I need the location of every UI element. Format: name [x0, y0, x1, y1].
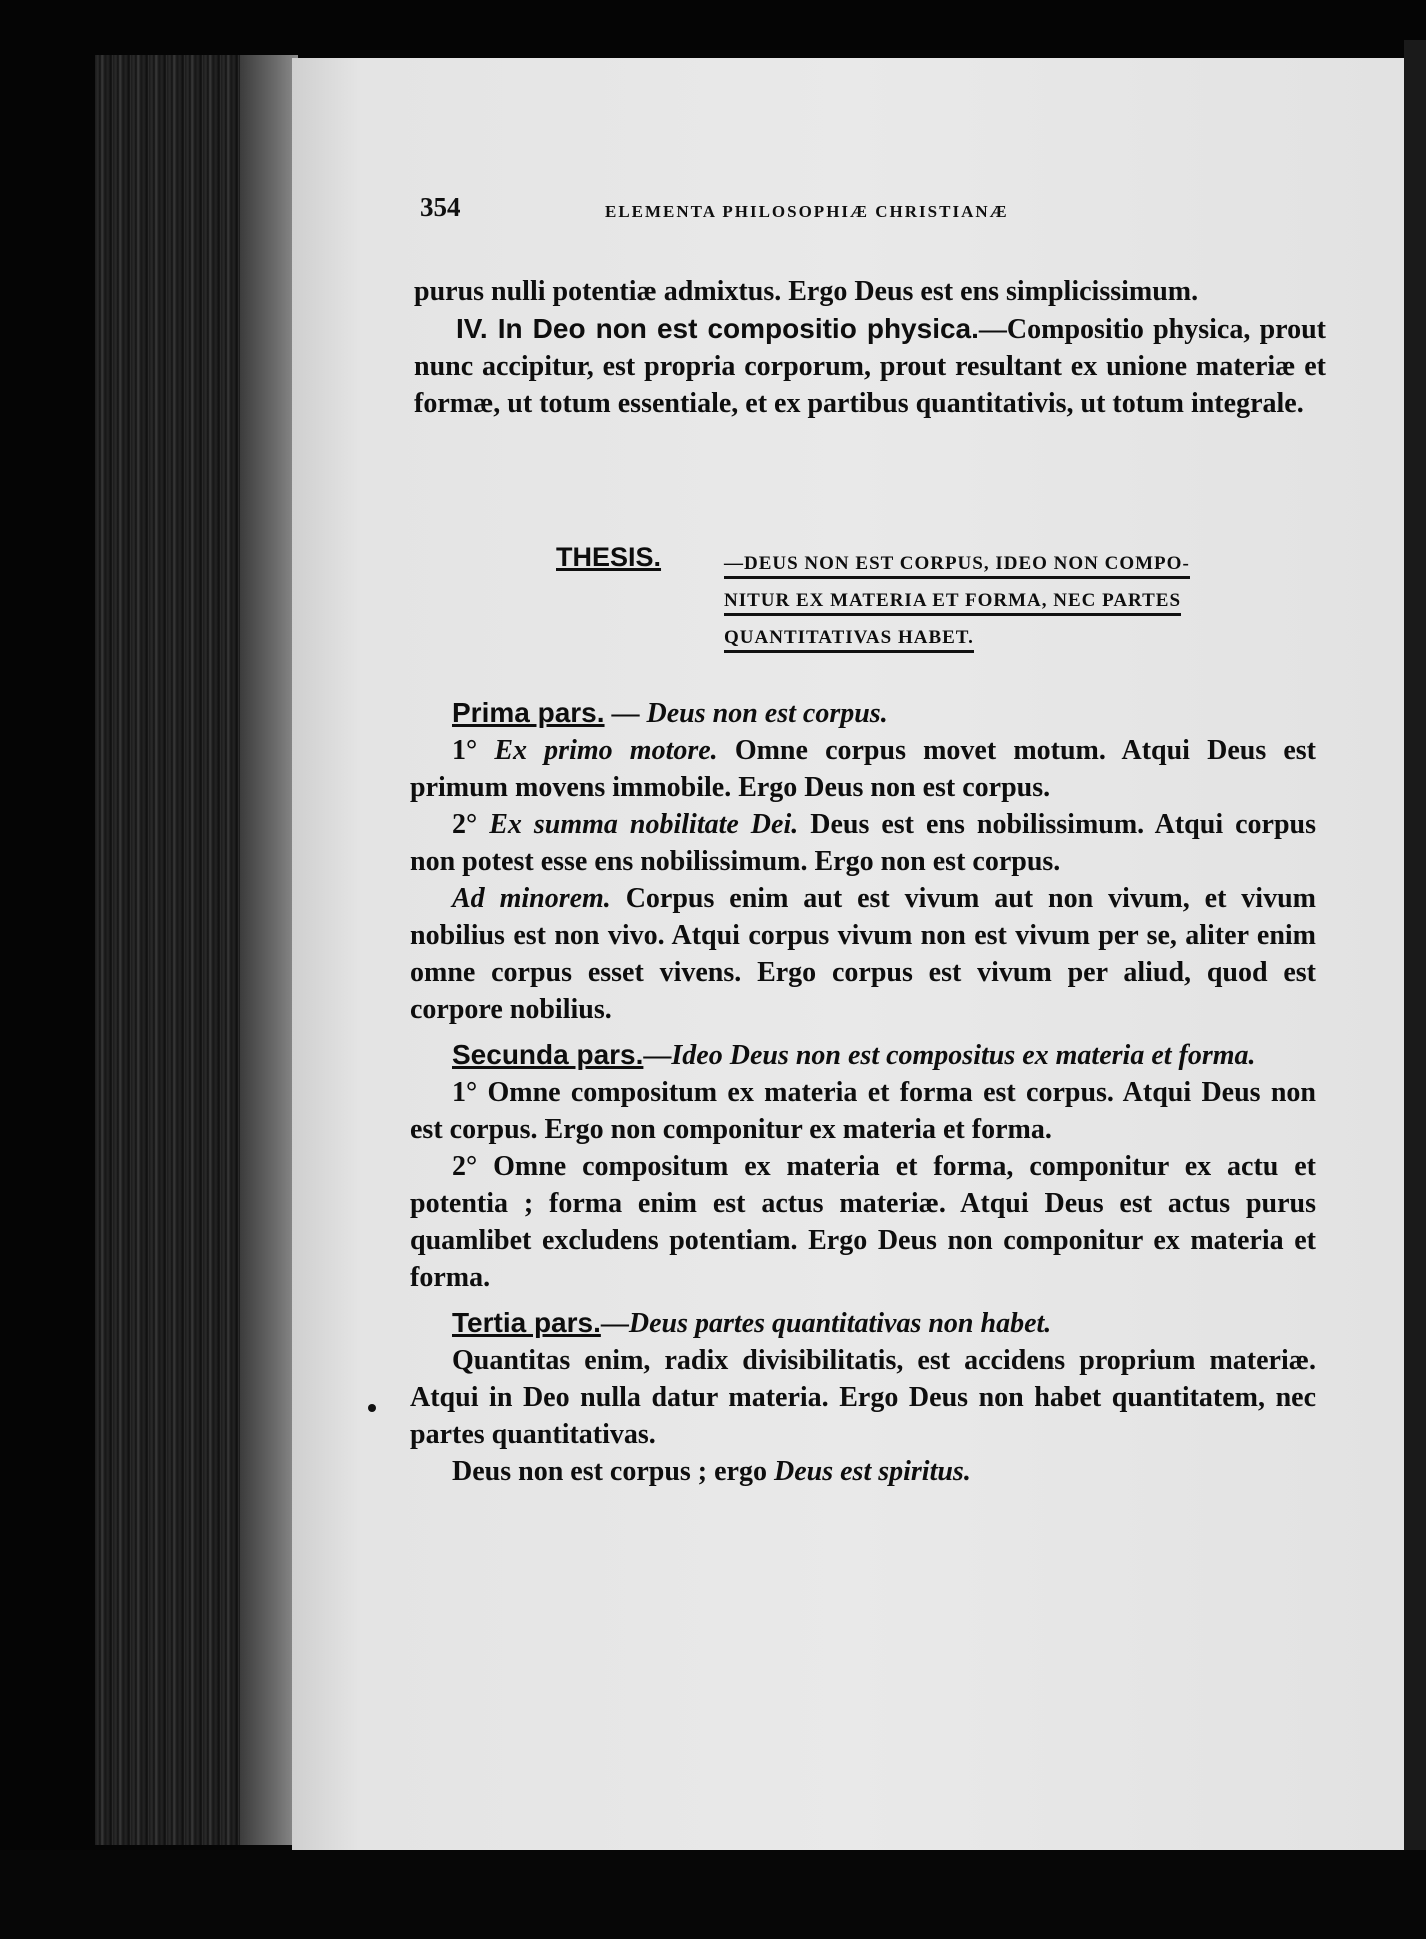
tertia-label: Tertia pars.	[452, 1307, 601, 1338]
page-number: 354	[420, 192, 461, 222]
conclusion-text: Deus non est corpus ; ergo	[452, 1456, 774, 1487]
prima-arg-1-text: Omne corpus movet motum. Atqui Deus est primum movens immobile. Ergo Deus non est corpus.	[410, 735, 1317, 803]
running-head	[420, 192, 1180, 232]
intro-line: purus nulli potentiæ admixtus. Ergo Deus est ens simplicissimum.	[414, 276, 1199, 307]
page-gutter-shadow	[240, 55, 298, 1845]
conclusion-italic: Deus est spiritus.	[774, 1456, 971, 1487]
prima-arg-2-lead: Ex summa nobilitate Dei.	[489, 809, 799, 840]
prima-minor-lead: Ad minorem.	[452, 883, 611, 914]
secunda-sep: —	[643, 1040, 672, 1071]
secunda-arg-2: 2° Omne compositum ex materia et forma, componitur ex actu et potentia ; forma enim est actus materiæ. Atqui Deus est actus purus quamlibet excludens potentiam. Ergo Deus non componitur ex materia et forma.	[410, 1151, 1316, 1293]
tertia-sep: —	[600, 1308, 629, 1339]
prima-minor-text: Corpus enim aut est vivum aut non vivum, et vivum nobilius est non vivo. Atqui corpus vivum non est vivum per se, aliter enim omne corpus esset vivens. Ergo corpus est vivum per aliud, quod est corpore nobilius.	[410, 883, 1316, 1025]
prima-arg-2-num: 2°	[452, 809, 478, 840]
tertia-heading	[410, 1304, 1316, 1342]
running-title: ELEMENTA PHILOSOPHIÆ CHRISTIANÆ	[605, 202, 1009, 221]
thesis-line-3: QUANTITATIVAS HABET.	[724, 627, 974, 653]
prima-arg-2	[410, 806, 1316, 880]
thesis-line-1: —DEUS NON EST CORPUS, IDEO NON COMPO-	[724, 553, 1190, 579]
prima-minor	[410, 880, 1316, 1028]
prima-label: Prima pars.	[452, 697, 605, 728]
thesis-line-2: NITUR EX MATERIA ET FORMA, NEC PARTES	[724, 590, 1181, 616]
section-iv-heading: IV. In Deo non est compositio physica.	[456, 313, 979, 344]
conclusion	[410, 1453, 1316, 1490]
thesis-label: THESIS.	[556, 542, 662, 572]
prima-arg-2-text: Deus est ens nobilissimum. Atqui corpus non potest esse ens nobilissimum. Ergo non est corpus.	[410, 809, 1316, 877]
proof-block	[410, 694, 1316, 1490]
prima-arg-1-num: 1°	[452, 735, 478, 766]
margin-mark	[368, 1404, 376, 1412]
tertia-text: Quantitas enim, radix divisibilitatis, est accidens proprium materiæ. Atqui in Deo nulla datur materia. Ergo Deus non habet quantitatem, nec partes quantitativas.	[410, 1345, 1316, 1450]
scan-border-bottom	[0, 1850, 1426, 1939]
prima-heading	[410, 694, 1316, 732]
section-iv-paragraph	[414, 310, 1326, 422]
prima-claim: Deus non est corpus.	[646, 698, 888, 729]
prima-arg-1-lead: Ex primo motore.	[494, 735, 718, 766]
secunda-heading	[410, 1036, 1316, 1074]
secunda-claim: Ideo Deus non est compositus ex materia et forma.	[671, 1040, 1256, 1071]
scan-border-right	[1404, 40, 1426, 1900]
tertia-claim: Deus partes quantitativas non habet.	[628, 1308, 1052, 1339]
section-iv-body: —Compositio physica, prout nunc accipitur, est propria corporum, prout resultant ex unione materiæ et formæ, ut totum essentiale, et ex partibus quantitativis, ut totum integrale.	[414, 314, 1326, 419]
top-text-block	[414, 273, 1326, 422]
secunda-arg-1: 1° Omne compositum ex materia et forma est corpus. Atqui Deus non est corpus. Ergo non componitur ex materia et forma.	[410, 1077, 1316, 1145]
prima-arg-1	[410, 732, 1316, 806]
prima-sep: —	[604, 698, 647, 729]
secunda-label: Secunda pars.	[452, 1039, 644, 1070]
